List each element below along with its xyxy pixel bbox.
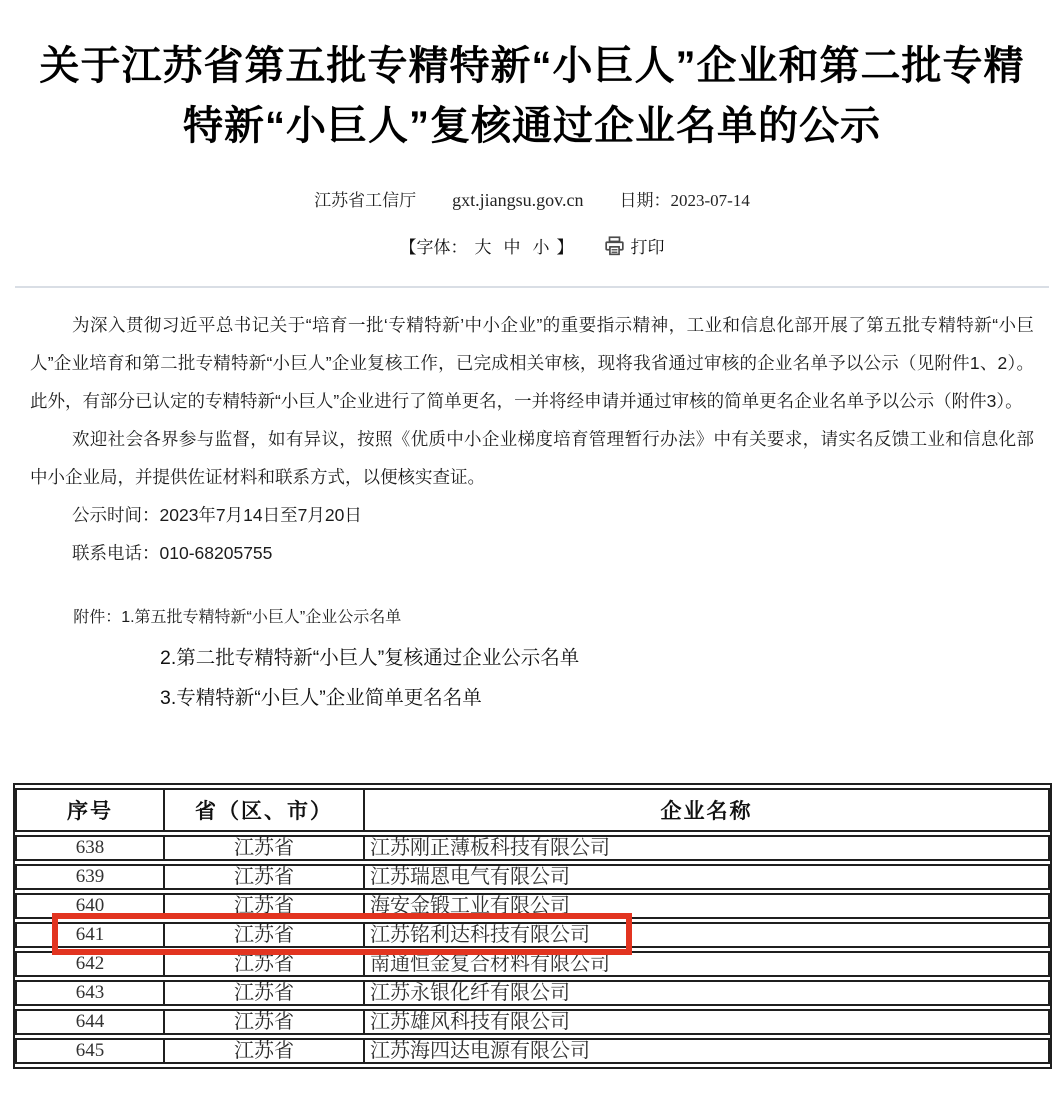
source-agency: 江苏省工信厅 — [314, 191, 417, 210]
table-row — [15, 1009, 1050, 1035]
header-cell-province: 省（区、市） — [165, 788, 365, 832]
cell-comp: 江苏瑞恩电气有限公司 — [365, 864, 1050, 890]
cell-no: 640 — [15, 893, 165, 919]
company-table — [13, 783, 1052, 1069]
attachment-2: 2.第二批专精特新“小巨人”复核通过企业公示名单 — [160, 647, 580, 669]
cell-comp: 海安金锻工业有限公司 — [365, 893, 1050, 919]
print-label: 打印 — [630, 238, 665, 257]
font-size-suffix: 】 — [556, 238, 574, 257]
cell-prov: 江苏省 — [165, 951, 365, 977]
font-size-prefix: 【字体： — [399, 238, 468, 257]
table-body — [15, 835, 1050, 1064]
cell-prov: 江苏省 — [165, 980, 365, 1006]
font-size-large[interactable]: 大 — [474, 238, 492, 257]
cell-no: 644 — [15, 1009, 165, 1035]
cell-comp: 江苏海四达电源有限公司 — [365, 1038, 1050, 1064]
cell-prov: 江苏省 — [165, 864, 365, 890]
cell-prov: 江苏省 — [165, 922, 365, 948]
attachment-3: 3.专精特新“小巨人”企业简单更名名单 — [160, 687, 482, 709]
table-row — [15, 1038, 1050, 1064]
table-row — [15, 864, 1050, 890]
cell-no: 642 — [15, 951, 165, 977]
header-divider — [15, 286, 1049, 288]
print-button[interactable] — [604, 233, 665, 258]
font-size-control — [400, 233, 574, 258]
attachments-list — [30, 598, 1034, 718]
page-title-line-1: 关于江苏省第五批专精特新“小巨人”企业和第二批专精 — [39, 44, 1025, 88]
cell-prov: 江苏省 — [165, 893, 365, 919]
cell-no: 643 — [15, 980, 165, 1006]
page-title-line-2: 特新“小巨人”复核通过企业名单的公示 — [183, 104, 881, 148]
table-row — [15, 951, 1050, 977]
printer-icon — [604, 236, 625, 256]
site-domain: gxt.jiangsu.gov.cn — [452, 190, 584, 210]
cell-comp: 江苏铭利达科技有限公司 — [365, 922, 1050, 948]
cell-prov: 江苏省 — [165, 1009, 365, 1035]
meta-row — [0, 186, 1064, 211]
cell-prov: 江苏省 — [165, 1038, 365, 1064]
body-paragraph-1: 为深入贯彻习近平总书记关于“培育一批‘专精特新’中小企业”的重要指示精神，工业和信息化部开展了第五批专精特新“小巨人”企业培育和第二批专精特新“小巨人”企业复核工作，已完成相关审核，现将我省通过审核的企业名单予以公示（见附件1、2）。此外，有部分已认定的专精特新“小巨人”企业进行了简单更名，一并将经申请并通过审核的简单更名企业名单予以公示（附件3）。 — [30, 315, 1034, 411]
cell-prov: 江苏省 — [165, 835, 365, 861]
publicity-period: 公示时间：2023年7月14日至7月20日 — [72, 505, 362, 525]
body-paragraph-2: 欢迎社会各界参与监督，如有异议，按照《优质中小企业梯度培育管理暂行办法》中有关要求，请实名反馈工业和信息化部中小企业局，并提供佐证材料和联系方式，以便核实查证。 — [30, 429, 1034, 487]
table-row — [15, 893, 1050, 919]
header-cell-company: 企业名称 — [365, 788, 1050, 832]
attachment-1: 附件：1.第五批专精特新“小巨人”企业公示名单 — [73, 609, 402, 626]
page-title — [20, 36, 1044, 156]
cell-no: 645 — [15, 1038, 165, 1064]
cell-no: 638 — [15, 835, 165, 861]
company-table-zone — [13, 783, 1052, 1069]
announcement-page — [0, 36, 1064, 1112]
header-cell-no: 序号 — [15, 788, 165, 832]
announcement-body — [30, 306, 1034, 718]
table-row — [15, 835, 1050, 861]
cell-no: 641 — [15, 922, 165, 948]
cell-comp: 江苏雄风科技有限公司 — [365, 1009, 1050, 1035]
font-size-medium[interactable]: 中 — [503, 238, 521, 257]
table-header-row — [15, 788, 1050, 832]
controls-row — [0, 233, 1064, 258]
cell-comp: 江苏刚正薄板科技有限公司 — [365, 835, 1050, 861]
font-size-small[interactable]: 小 — [532, 238, 550, 257]
cell-comp: 南通恒金复合材料有限公司 — [365, 951, 1050, 977]
cell-comp: 江苏永银化纤有限公司 — [365, 980, 1050, 1006]
publish-date: 日期：2023-07-14 — [619, 191, 750, 210]
table-row — [15, 922, 1050, 948]
table-row — [15, 980, 1050, 1006]
cell-no: 639 — [15, 864, 165, 890]
contact-phone: 联系电话：010-68205755 — [72, 543, 273, 563]
